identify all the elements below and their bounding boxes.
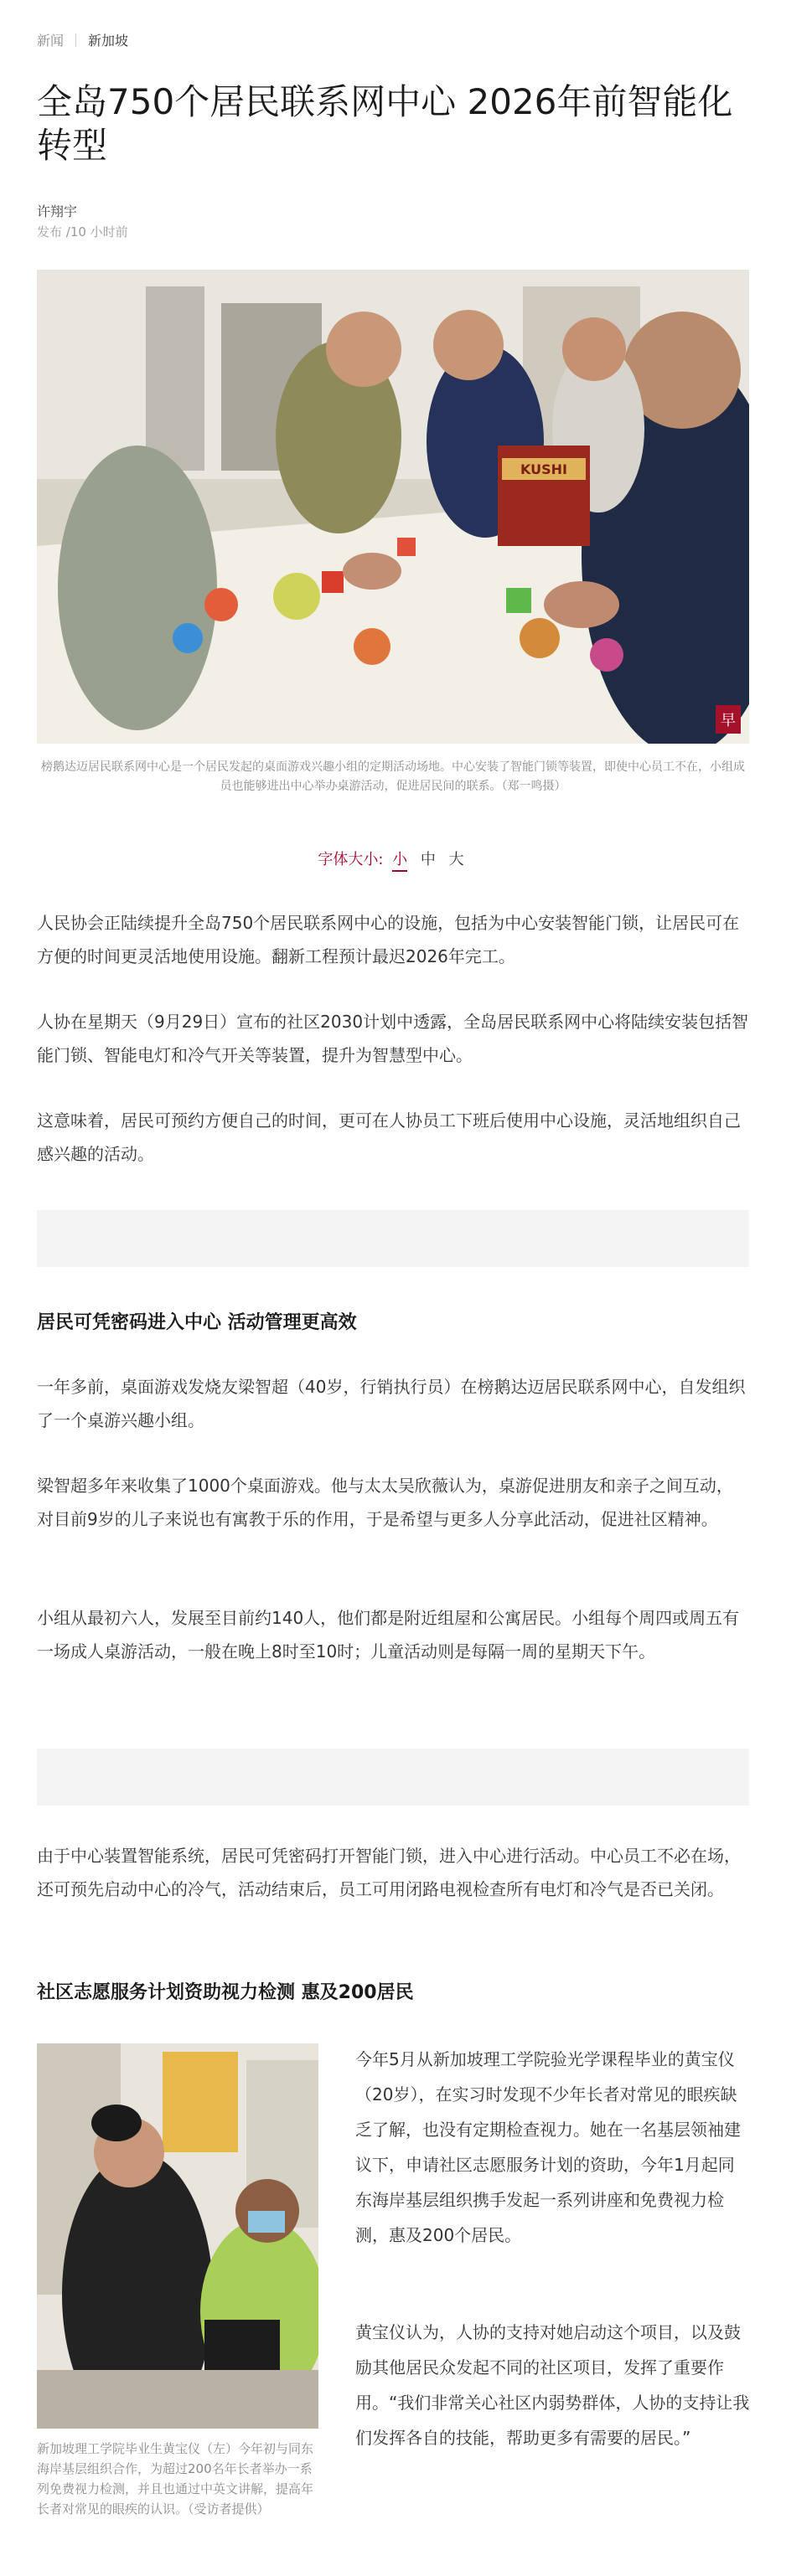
paragraph-5: 梁智超多年来收集了1000个桌面游戏。他与太太吴欣薇认为，桌游促进朋友和亲子之间互动，对目前9岁的儿子来说也有寓教于乐的作用，于是希望与更多人分享此活动，促进社区精神。 bbox=[37, 1476, 733, 1529]
paragraph-1: 人民协会正陆续提升全岛750个居民联系网中心的设施，包括为中心安装智能门锁，让居民可在方便的时间更灵活地使用设施。翻新工程预计最迟2026年完工。 bbox=[37, 913, 740, 966]
section-heading-2: 社区志愿服务计划资助视力检测 惠及200居民 bbox=[37, 1982, 414, 2003]
hero-caption: 榜鹅达迈居民联系网中心是一个居民发起的桌面游戏兴趣小组的定期活动场地。中心安装了智能门锁等装置，即使中心员工不在，小组成员也能够进出中心举办桌游活动，促进居民间的联系。（郑一鸣摄） bbox=[41, 760, 745, 793]
game-box-label: KUSHI bbox=[520, 461, 567, 477]
inset-photo-illustration bbox=[37, 2043, 318, 2429]
paragraph-6: 小组从最初六人，发展至目前约140人，他们都是附近组屋和公寓居民。小组每个周四或周五有一场成人桌游活动，一般在晚上8时至10时；儿童活动则是每隔一周的星期天下午。 bbox=[37, 1608, 740, 1662]
paragraph-7: 由于中心装置智能系统，居民可凭密码打开智能门锁，进入中心进行活动。中心员工不必在场，还可预先启动中心的冷气，活动结束后，员工可用闭路电视检查所有电灯和冷气是否已关闭。 bbox=[37, 1846, 741, 1899]
inset-photo bbox=[37, 2043, 318, 2429]
breadcrumb-divider bbox=[75, 33, 76, 47]
hero-photo bbox=[37, 270, 749, 744]
author-name[interactable]: 许翔宇 bbox=[37, 204, 78, 219]
font-size-switcher bbox=[37, 848, 749, 869]
ad-placeholder bbox=[37, 1210, 749, 1267]
publish-time: 发布 /10 小时前 bbox=[37, 224, 128, 240]
paragraph-4: 一年多前，桌面游戏发烧友梁智超（40岁，行销执行员）在榜鹅达迈居民联系网中心，自发组织了一个桌游兴趣小组。 bbox=[37, 1377, 746, 1430]
font-size-small-button[interactable]: 小 bbox=[392, 851, 407, 872]
breadcrumb-section-link[interactable]: 新闻 bbox=[37, 33, 65, 49]
font-size-medium-button[interactable]: 中 bbox=[420, 851, 436, 868]
breadcrumb bbox=[37, 30, 128, 49]
paragraph-3: 这意味着，居民可预约方便自己的时间，更可在人协员工下班后使用中心设施，灵活地组织自己感兴趣的活动。 bbox=[37, 1110, 741, 1164]
font-size-label: 字体大小: bbox=[318, 851, 384, 868]
side-paragraph-1: 今年5月从新加坡理工学院验光学课程毕业的黄宝仪（20岁），在实习时发现不少年长者对常见的眼疾缺乏了解，也没有定期检查视力。她在一名基层领袖建议下，申请社区志愿服务计划的资助，今年1月起同东海岸基层组织携手发起一系列讲座和免费视力检测，惠及200个居民。 bbox=[355, 2049, 741, 2245]
font-size-large-button[interactable]: 大 bbox=[448, 851, 464, 868]
hero-photo-illustration bbox=[37, 270, 749, 744]
side-paragraph-2: 黄宝仪认为，人协的支持对她启动这个项目，以及鼓励其他居民众发起不同的社区项目，发挥了重要作用。“我们非常关心社区内弱势群体，人协的支持让我们发挥各自的技能，帮助更多有需要的居民。” bbox=[355, 2322, 750, 2448]
inset-caption: 新加坡理工学院毕业生黄宝仪（左）今年初与同东海岸基层组织合作，为超过200名年长者举办一系列免费视力检测，并且也通过中英文讲解，提高年长者对常见的眼疾的认识。（受访者提供） bbox=[37, 2441, 314, 2517]
watermark-logo: 早 bbox=[721, 712, 736, 729]
ad-placeholder bbox=[37, 1749, 749, 1806]
section-heading-1: 居民可凭密码进入中心 活动管理更高效 bbox=[37, 1312, 357, 1333]
paragraph-2: 人协在星期天（9月29日）宣布的社区2030计划中透露，全岛居民联系网中心将陆续安装包括智能门锁、智能电灯和冷气开关等装置，提升为智慧型中心。 bbox=[37, 1012, 749, 1065]
breadcrumb-current-link[interactable]: 新加坡 bbox=[88, 33, 129, 49]
article-title: 全岛750个居民联系网中心 2026年前智能化转型 bbox=[37, 81, 733, 166]
